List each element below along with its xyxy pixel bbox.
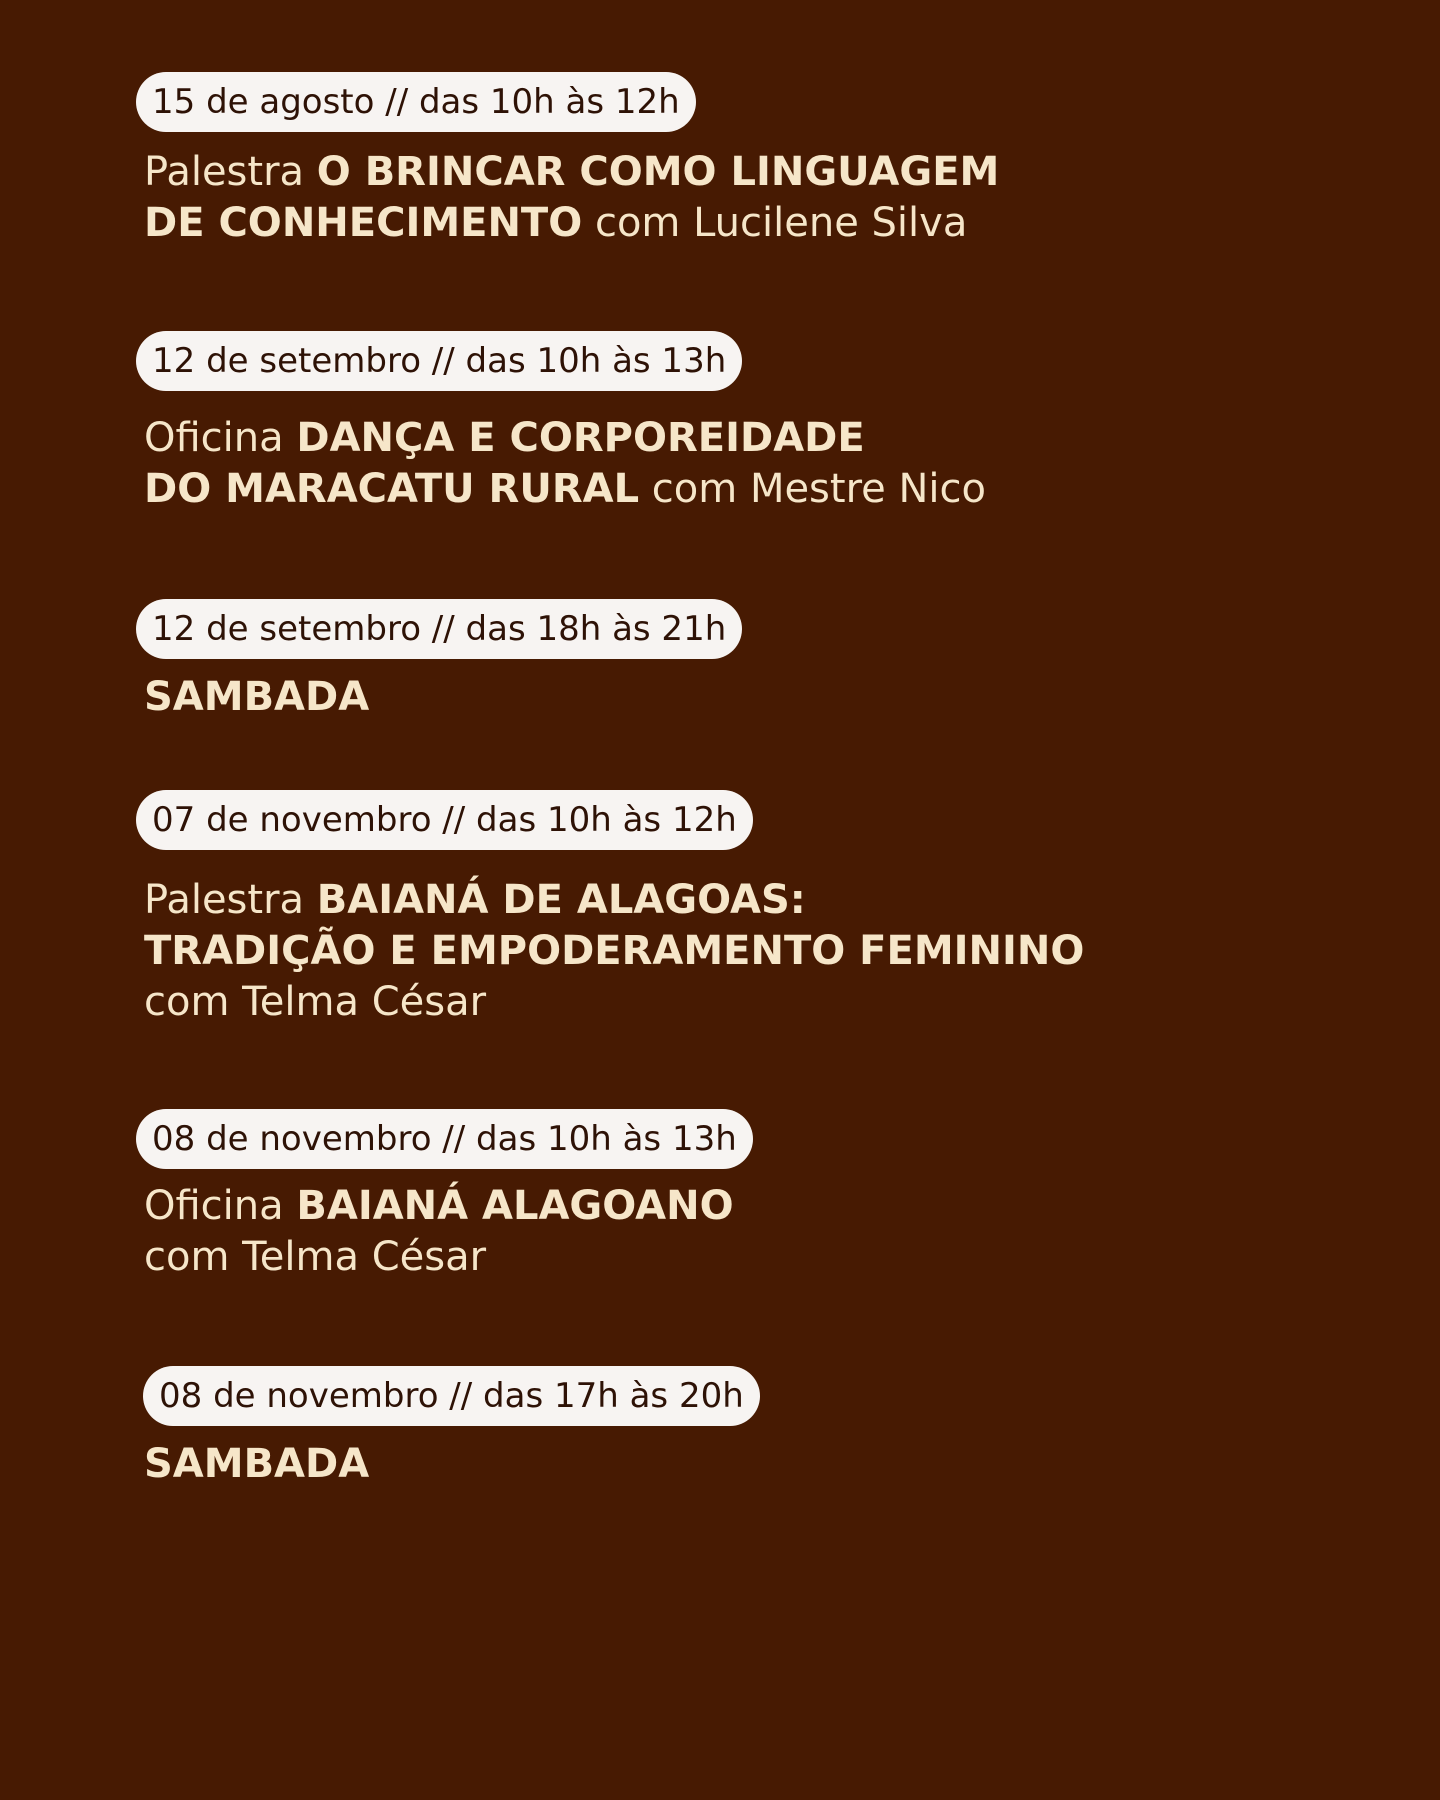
event-date-badge: 07 de novembro // das 10h às 12h xyxy=(136,790,753,850)
event-title: SAMBADA xyxy=(144,674,370,720)
event-description xyxy=(144,147,999,249)
event-description xyxy=(144,413,986,515)
event-title: SAMBADA xyxy=(144,1441,370,1487)
event-title: TRADIÇÃO E EMPODERAMENTO FEMININO xyxy=(144,928,1085,974)
event-date-badge: 12 de setembro // das 10h às 13h xyxy=(136,331,742,391)
event-type: Palestra xyxy=(144,149,317,195)
event-date-badge: 15 de agosto // das 10h às 12h xyxy=(136,72,696,132)
event-description-line xyxy=(144,977,1084,1028)
event-description xyxy=(144,875,1084,1028)
event-date-badge: 08 de novembro // das 17h às 20h xyxy=(143,1366,760,1426)
event-description-line xyxy=(144,875,1084,926)
event-presenter: com Mestre Nico xyxy=(639,466,986,512)
event-type: Oficina xyxy=(144,415,297,461)
event-description-line xyxy=(144,413,986,464)
event-presenter: com Telma César xyxy=(144,979,487,1025)
event-title: DE CONHECIMENTO xyxy=(144,200,583,246)
event-date-badge: 12 de setembro // das 18h às 21h xyxy=(136,599,742,659)
event-type: Oficina xyxy=(144,1183,297,1229)
event-presenter: com Telma César xyxy=(144,1234,487,1280)
event-title: BAIANÁ ALAGOANO xyxy=(296,1183,734,1229)
event-description-line xyxy=(144,672,369,723)
event-description xyxy=(144,1439,369,1490)
event-date-badge: 08 de novembro // das 10h às 13h xyxy=(136,1109,753,1169)
event-title: DO MARACATU RURAL xyxy=(144,466,640,512)
event-description-line xyxy=(144,198,999,249)
event-title: O BRINCAR COMO LINGUAGEM xyxy=(316,149,1000,195)
event-description-line xyxy=(144,926,1084,977)
event-title: DANÇA E CORPOREIDADE xyxy=(296,415,865,461)
event-description-line xyxy=(144,1439,369,1490)
event-description xyxy=(144,672,369,723)
event-description-line xyxy=(144,1232,734,1283)
event-description-line xyxy=(144,464,986,515)
event-description xyxy=(144,1181,734,1283)
event-type: Palestra xyxy=(144,877,317,923)
event-description-line xyxy=(144,1181,734,1232)
event-description-line xyxy=(144,147,999,198)
event-title: BAIANÁ DE ALAGOAS: xyxy=(316,877,806,923)
event-presenter: com Lucilene Silva xyxy=(582,200,968,246)
